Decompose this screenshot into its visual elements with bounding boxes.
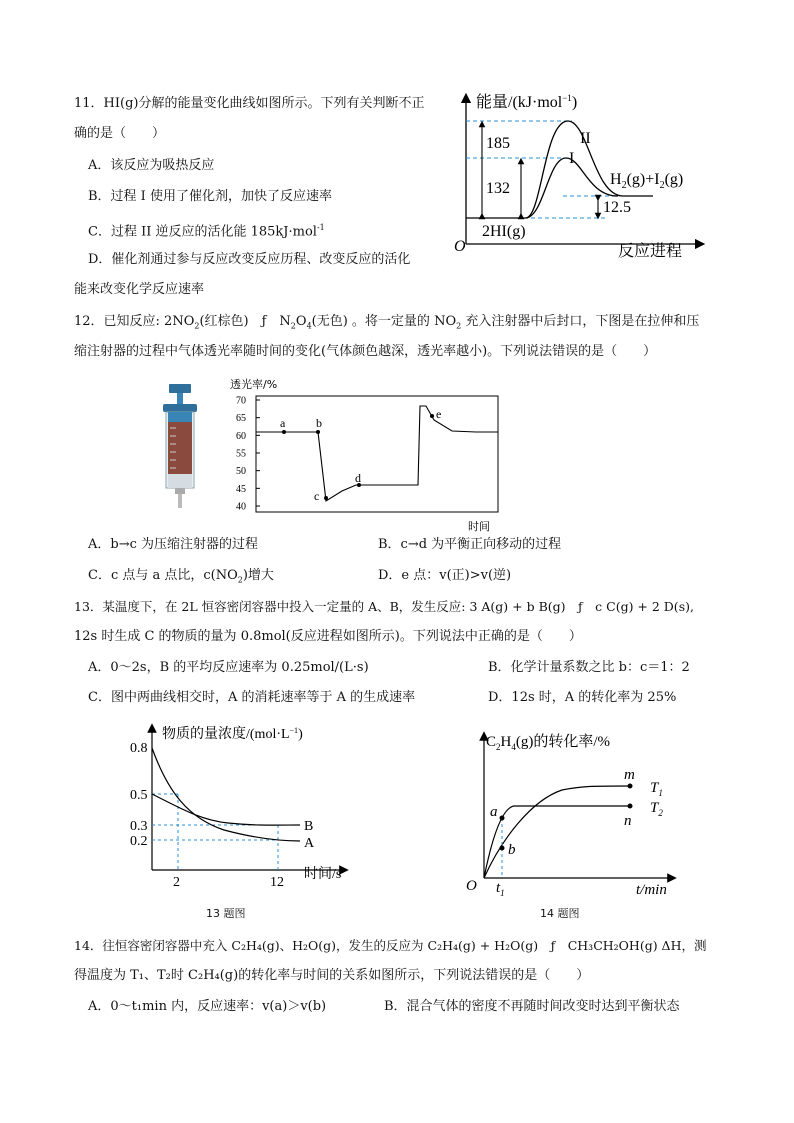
syringe-illustration	[160, 382, 200, 510]
label-132: 132	[486, 180, 510, 197]
q12-stem-line2: 缩注射器的过程中气体透光率随时间的变化(气体颜色越深，透光率越小)。下列说法错误的是（ ）	[74, 344, 657, 359]
x-axis-label: 时间	[468, 520, 490, 533]
q12-stem-line1: 12．已知反应: $2NO_2$(红棕色) ƒ $N_2O_4$(无色) 。将一定量的 $NO_2$ 充入注射器中后封口，下图是在拉伸和压	[74, 314, 700, 331]
ytick-0-5: 0.5	[130, 788, 148, 803]
q12-option-d: D．e 点：v(正)>v(逆)	[378, 568, 512, 583]
product-label: $H_2(g)+I_2(g)$	[610, 171, 684, 191]
point-a	[500, 816, 505, 821]
T2-label: $T_2$	[650, 800, 663, 818]
ytick-label: 60	[236, 430, 246, 442]
x-axis-label: 时间/s	[304, 867, 342, 882]
point-b-label: b	[316, 416, 322, 430]
curve-B-label: B	[304, 819, 314, 834]
ytick-label: 40	[236, 501, 246, 513]
q11-energy-diagram	[448, 88, 718, 268]
x-axis-label: t/min	[636, 882, 667, 898]
point-c-label: c	[314, 489, 320, 503]
q11-option-b: B．过程 I 使用了催化剂，加快了反应速率	[88, 189, 332, 204]
y-axis-label: 能量/(kJ·mol$^{-1}$)	[476, 93, 578, 111]
point-b-label: b	[508, 842, 516, 858]
ytick-0-8: 0.8	[130, 741, 148, 756]
q14-option-b: B．混合气体的密度不再随时间改变时达到平衡状态	[384, 999, 680, 1014]
q13-concentration-chart	[128, 722, 358, 888]
ytick-0-3: 0.3	[130, 819, 148, 834]
origin-label: O	[454, 238, 466, 255]
curve-II-label: II	[580, 130, 591, 147]
ytick-label: 50	[236, 466, 246, 478]
point-a	[282, 430, 286, 434]
q14-figure-caption: 14 题图	[540, 907, 580, 920]
point-e	[430, 414, 434, 418]
ytick-label: 45	[236, 483, 246, 495]
q11-stem-line2: 确的是（ ）	[74, 126, 166, 141]
curve-B	[152, 794, 300, 825]
xtick-2: 2	[173, 875, 180, 888]
q13-option-c: C．图中两曲线相交时，A 的消耗速率等于 A 的生成速率	[88, 690, 416, 705]
q11-option-d-line1: D．催化剂通过参与反应改变反应历程、改变反应的活化	[88, 252, 411, 267]
curve-A-label: A	[304, 836, 315, 851]
origin-label: O	[466, 878, 477, 894]
point-b	[316, 430, 320, 434]
q12-option-a: A．b→c 为压缩注射器的过程	[88, 537, 259, 552]
point-m-label: m	[624, 767, 635, 783]
t1-label: $t_1$	[496, 880, 505, 898]
q11-option-a: A．该反应为吸热反应	[88, 158, 215, 173]
q13-option-a: A．0～2s，B 的平均反应速率为 0.25mol/(L·s)	[88, 660, 369, 675]
q13-stem-line1: 13．某温度下，在 2L 恒容密闭容器中投入一定量的 A、B，发生反应: 3 A(g) + b B(g) ƒ c C(g) + 2 D(s),	[74, 599, 694, 614]
ytick-0-2: 0.2	[130, 834, 148, 849]
ytick-label: 70	[236, 395, 246, 407]
y-axis-label: 物质的量浓度$/(mol\cdot L^{-1})$	[162, 726, 303, 742]
y-axis-label: 透光率/%	[230, 378, 278, 391]
y-axis-label: $C_2H_4(g)$的转化率/%	[486, 734, 611, 752]
point-n-label: n	[624, 813, 632, 829]
q13-option-d: D．12s 时，A 的转化率为 25%	[488, 690, 677, 705]
q14-option-a: A．0～t₁min 内，反应速率：v(a)＞v(b)	[88, 999, 327, 1014]
q13-option-b: B．化学计量系数之比 b：c＝1：2	[488, 660, 690, 675]
point-a-label: a	[280, 416, 286, 430]
transmittance-curve	[256, 406, 498, 501]
point-m	[628, 784, 633, 789]
label-185: 185	[486, 135, 510, 152]
q11-option-d-line2: 能来改变化学反应速率	[74, 282, 205, 297]
reactant-label: 2HI(g)	[482, 223, 526, 240]
curve-I-label: I	[569, 150, 575, 167]
xtick-12: 12	[270, 875, 284, 888]
q13-figure-caption: 13 题图	[206, 907, 246, 920]
q12-option-b: B．c→d 为平衡正向移动的过程	[378, 537, 562, 552]
point-n	[628, 804, 633, 809]
q12-option-c: C．c 点与 a 点比，$c(NO_2)$增大	[88, 568, 274, 585]
point-a-label: a	[490, 804, 498, 820]
point-b	[500, 846, 505, 851]
q14-conversion-chart	[452, 728, 680, 898]
x-axis-label: 反应进程	[618, 243, 683, 260]
q12-transmittance-chart	[222, 376, 512, 534]
q11-option-c: C．过程 II 逆反应的活化能 185kJ·mol$^{-1}$	[88, 223, 325, 240]
q14-stem-line1: 14．往恒容密闭容器中充入 C₂H₄(g)、H₂O(g)，发生的反应为 C₂H₄(g) + H₂O(g) ƒ CH₃CH₂OH(g) ΔH，测	[74, 938, 707, 953]
q11-stem-line1: 11．HI(g)分解的能量变化曲线如图所示。下列有关判断不正	[74, 96, 425, 111]
point-d-label: d	[355, 471, 361, 485]
point-e-label: e	[436, 407, 442, 421]
ytick-label: 65	[236, 413, 246, 425]
q14-stem-line2: 得温度为 T₁、T₂时 C₂H₄(g)的转化率与时间的关系如图所示，下列说法错误的是（ ）	[74, 968, 590, 983]
T1-label: $T_1$	[650, 780, 663, 798]
label-12-5: 12.5	[603, 199, 631, 216]
curve-T1	[484, 786, 630, 878]
point-c	[324, 496, 328, 500]
curve-T2	[484, 806, 630, 878]
q13-stem-line2: 12s 时生成 C 的物质的量为 0.8mol(反应进程如图所示)。下列说法中正确的是（ ）	[74, 629, 582, 644]
ytick-label: 55	[236, 448, 246, 460]
